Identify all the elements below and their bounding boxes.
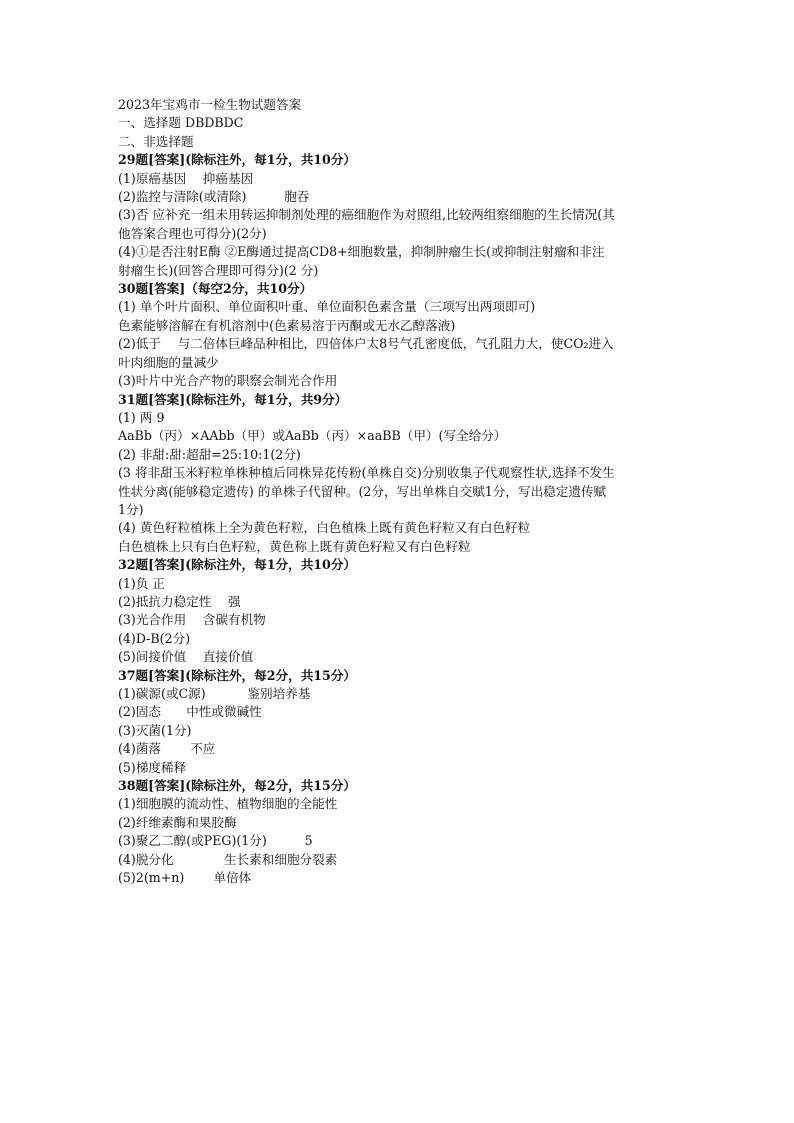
answer-line: (4)脱分化 生长素和细胞分裂素 — [118, 851, 338, 867]
answer-line: (5)间接价值 直接价值 — [118, 649, 254, 665]
answer-line: (1)原癌基因 抑癌基因 — [118, 170, 254, 186]
question-37 — [118, 667, 678, 777]
answer-line: (1) 两 9 — [118, 409, 165, 425]
answer-line: (1)碳源(或C源) 鉴别培养基 — [118, 686, 311, 701]
answer-sheet — [118, 96, 678, 887]
question-38 — [118, 777, 678, 887]
answer-line: (4)D-B(2分) — [118, 630, 191, 646]
answer-line: (2)抵抗力稳定性 强 — [118, 593, 241, 609]
answer-line: (2)固态 中性或微碱性 — [118, 704, 262, 720]
answer-line: 叶肉细胞的量减少 — [118, 354, 219, 370]
question-header: 38题[答案](除标注外，每2分，共15分） — [118, 778, 357, 794]
answer-line: (2) 非甜:甜:超甜=25:10:1(2分) — [118, 446, 301, 462]
section-multiple-choice: 一、选择题 DBDBDC — [118, 115, 244, 131]
answer-line: 他答案合理也可得分)(2分) — [118, 225, 267, 241]
answer-line: 白色植株上只有白色籽粒，黄色称上既有黄色籽粒又有白色籽粒 — [118, 538, 471, 554]
answer-line: (3 将非甜玉米籽粒单株种植后同株异花传粉(单株自交)分别收集子代观察性状,选择不发生 — [118, 465, 615, 481]
answer-line: 1分) — [118, 501, 144, 517]
section-non-choice: 二、非选择题 — [118, 133, 194, 149]
answer-line: (1) 单个叶片面积、单位面积叶重、单位面积色素含量（三项写出两项即可) — [118, 299, 536, 315]
question-header: 32题[答案](除标注外，每1分，共10分） — [118, 557, 357, 573]
answer-line: (3)灭菌(1分) — [118, 722, 192, 738]
answer-line: (4) 黄色籽粒植株上全为黄色籽粒，白色植株上既有黄色籽粒又有白色籽粒 — [118, 520, 531, 536]
question-header: 31题[答案](除标注外，每1分，共9分） — [118, 391, 348, 407]
answer-line: (1)细胞膜的流动性、植物细胞的全能性 — [118, 796, 338, 812]
answer-line: (4)①是否注射E酶 ②E酶通过提高CD8+细胞数量，抑制肿瘤生长(或抑制注射瘤和非注 — [118, 244, 605, 260]
question-header: 37题[答案](除标注外，每2分，共15分） — [118, 667, 357, 683]
question-header: 29题[答案](除标注外，每1分，共10分） — [118, 152, 357, 168]
answer-line: 射瘤生长)(回答合理即可得分)(2 分) — [118, 262, 319, 278]
answer-line: (3)否 应补充一组未用转运抑制剂处理的癌细胞作为对照组,比较两组察细胞的生长情况(其 — [118, 207, 615, 223]
answer-line: (4)菌落 不应 — [118, 741, 216, 757]
document-title: 2023年宝鸡市一检生物试题答案 — [118, 97, 302, 112]
answer-line: AaBb（丙）×AAbb（甲）或AaBb（丙）×aaBB（甲）(写全给分） — [118, 428, 507, 444]
answer-line: (5)梯度稀释 — [118, 759, 187, 775]
answer-line: 性状分离(能够稳定遗传) 的单株子代留种。(2分，写出单株自交赋1分，写出稳定遗传赋 — [118, 483, 607, 499]
question-30 — [118, 280, 678, 390]
answer-line: (3)聚乙二醇(或PEG)(1分) 5 — [118, 833, 313, 849]
answer-line: (3)叶片中光合产物的职察会制光合作用 — [118, 373, 338, 389]
answer-line: 色素能够溶解在有机溶剂中(色素易溶于丙酮或无水乙醇落液) — [118, 317, 456, 333]
answer-line: (2)纤维素酶和果胶酶 — [118, 814, 237, 830]
answer-line: (3)光合作用 含碳有机物 — [118, 612, 266, 628]
answer-line: (2)低于 与二倍体巨峰品种相比，四倍体户太8号气孔密度低，气孔阻力大，使CO₂进入 — [118, 336, 614, 352]
answer-line: (1)负 正 — [118, 575, 166, 591]
question-header: 30题[答案]（每空2分，共10分） — [118, 281, 313, 297]
question-32 — [118, 556, 678, 666]
question-29 — [118, 151, 678, 280]
answer-line: (5)2(m+n) 单倍体 — [118, 870, 252, 886]
answer-line: (2)监控与清除(或清除) 胞吞 — [118, 189, 310, 205]
question-31 — [118, 391, 678, 557]
